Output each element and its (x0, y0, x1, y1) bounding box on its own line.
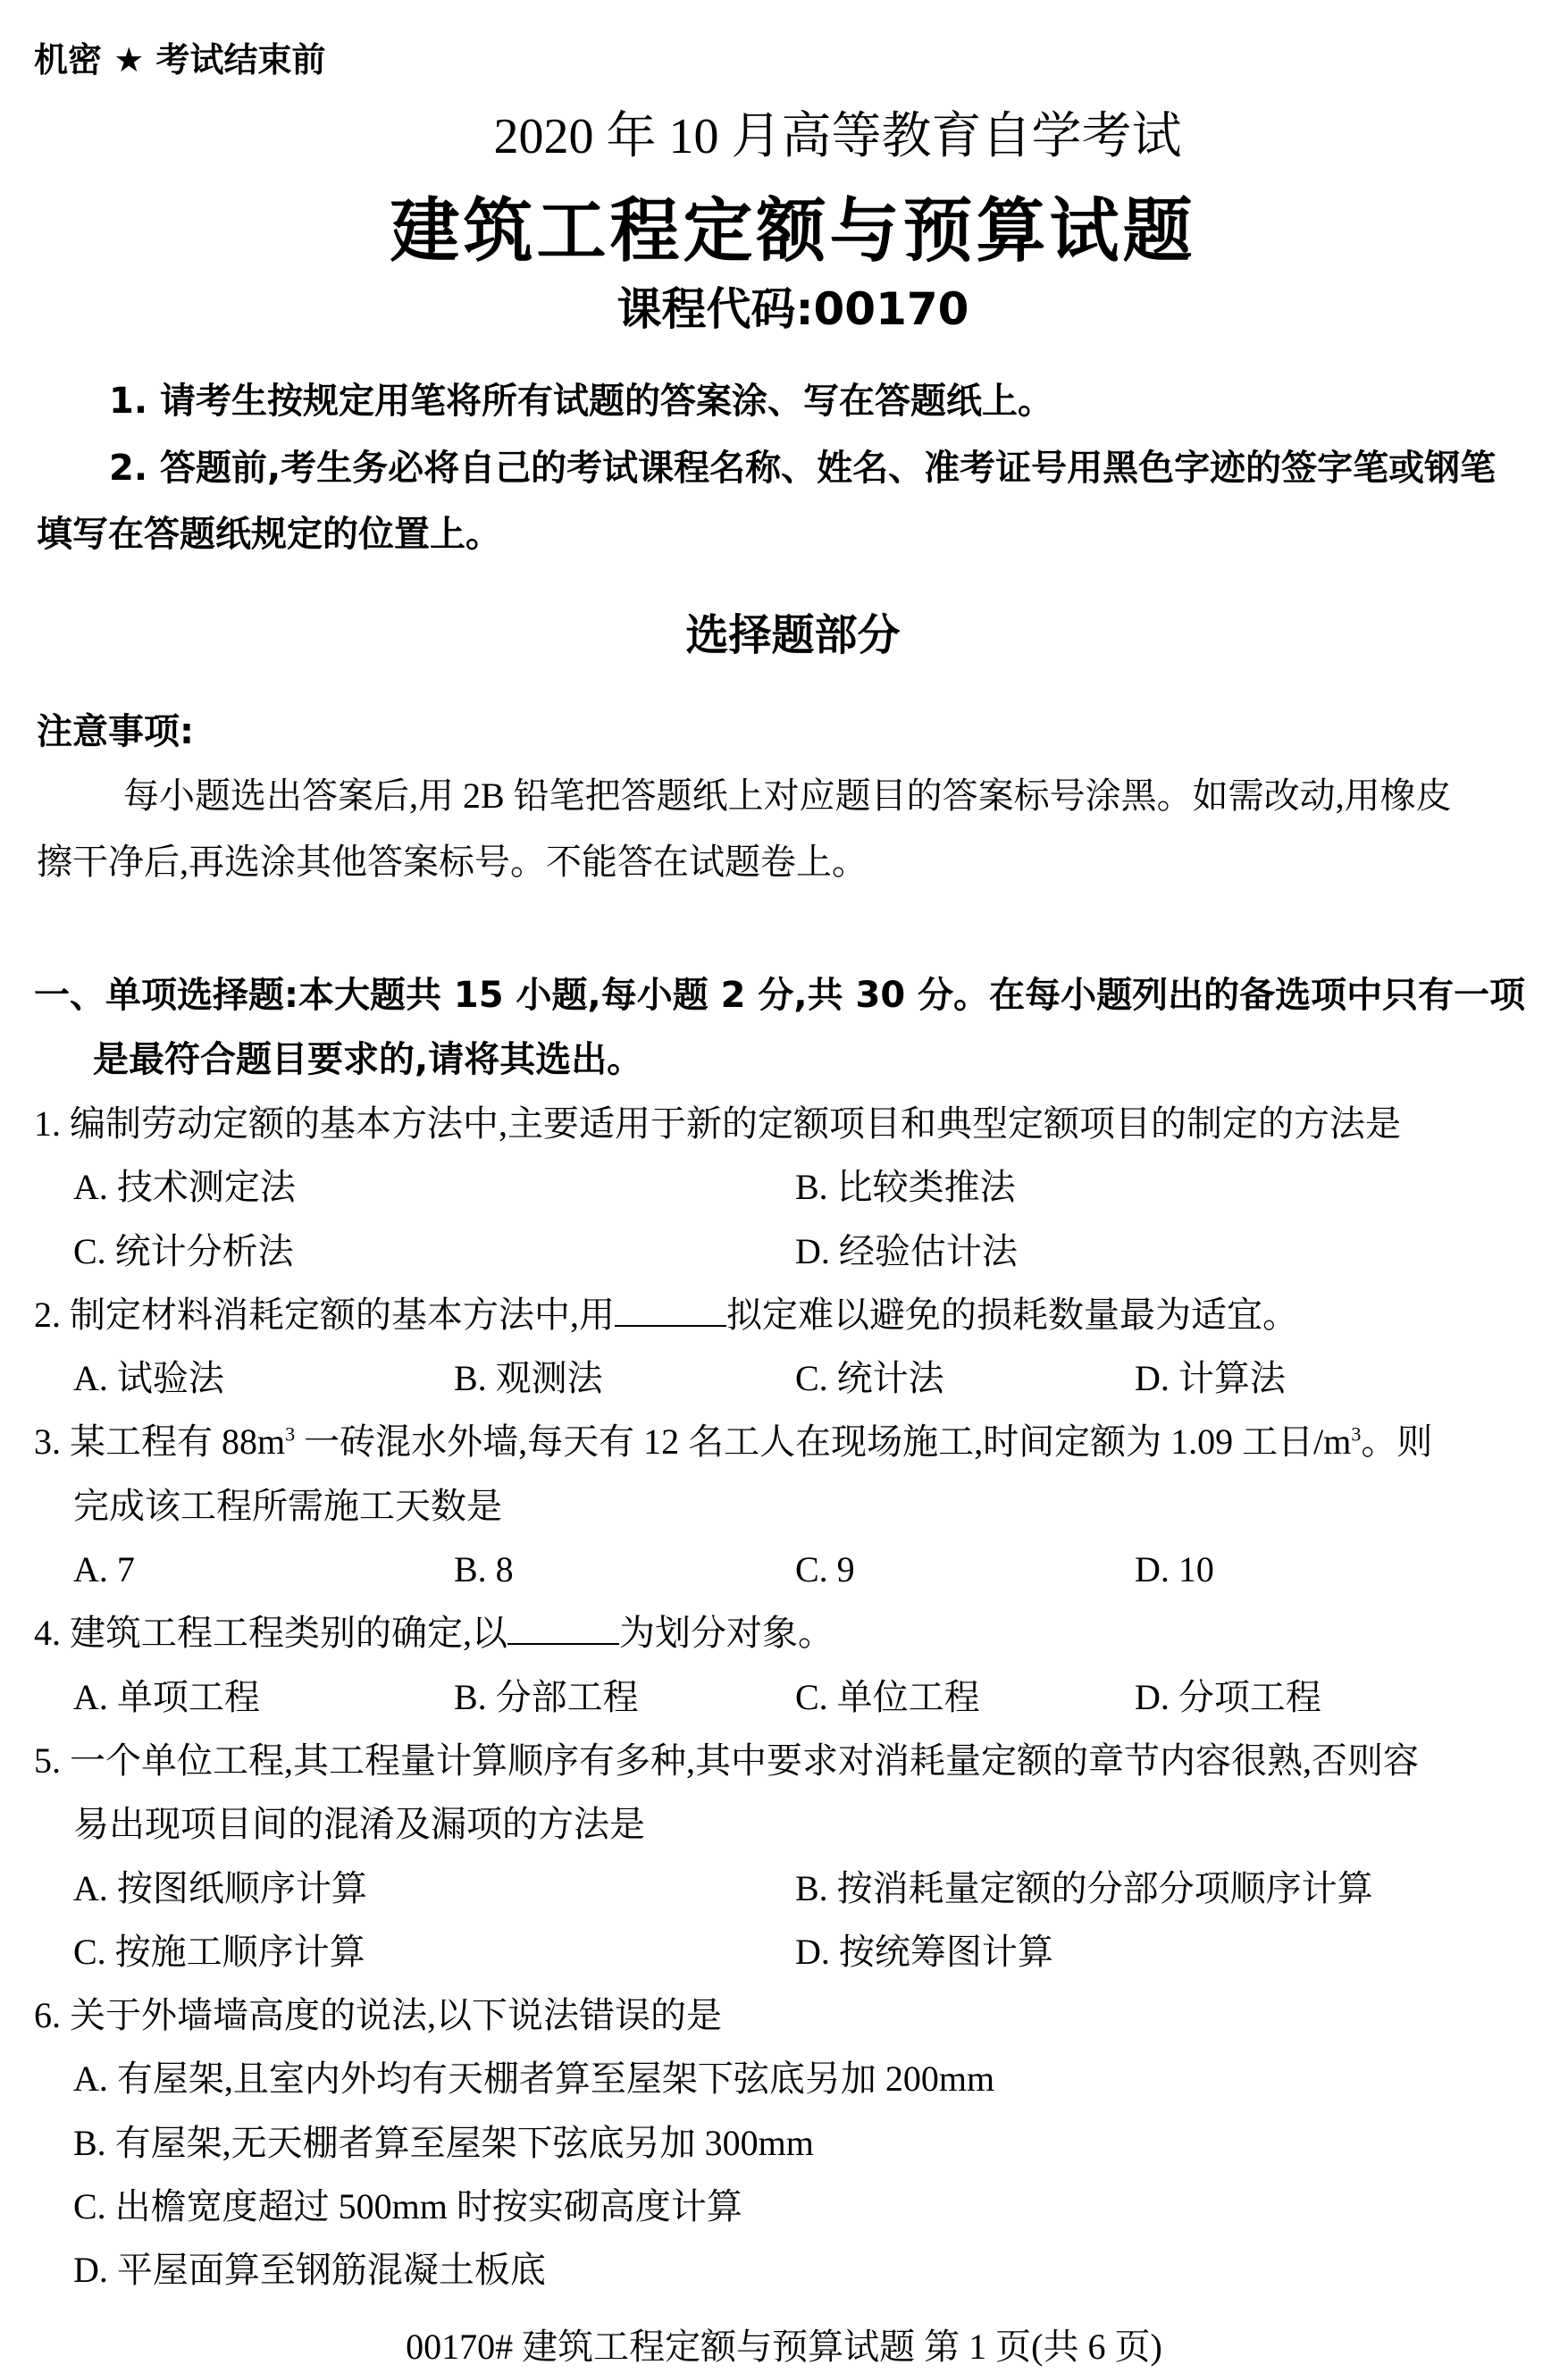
q5-option-a: A. 按图纸顺序计算 (73, 1867, 367, 1908)
q4-option-c: C. 单位工程 (795, 1676, 980, 1717)
question-list (34, 1092, 1553, 2302)
q3-stem-part: 3. 某工程有 88m (34, 1421, 286, 1463)
q5-option-d: D. 按统筹图计算 (795, 1931, 1053, 1972)
exam-title: 2020 年 10 月高等教育自学考试 (493, 109, 1182, 164)
q6-option-d: D. 平屋面算至钢筋混凝土板底 (73, 2250, 546, 2291)
notice-line-1: 每小题选出答案后,用 2B 铅笔把答题纸上对应题目的答案标号涂黑。如需改动,用橡皮 (123, 776, 1452, 816)
superscript: 3 (1351, 1423, 1362, 1446)
part-heading: 一、单项选择题:本大题共 15 小题,每小题 2 分,共 30 分。在每小题列出的备选项中只有一项 (34, 975, 1526, 1016)
question-4-stem (34, 1601, 1553, 1664)
question-6-stem (34, 1983, 1553, 2047)
q3-stem-part: 。则 (1361, 1421, 1433, 1463)
q1-option-c: C. 统计分析法 (73, 1230, 294, 1271)
q6-option-c: C. 出檐宽度超过 500mm 时按实砌高度计算 (73, 2186, 742, 2227)
question-2-stem (34, 1283, 1553, 1346)
section-title: 选择题部分 (685, 610, 901, 660)
q4-option-d: D. 分项工程 (1135, 1676, 1321, 1717)
question-3-stem-cont: 完成该工程所需施工天数是 (73, 1485, 502, 1526)
instruction-2-cont: 填写在答题纸规定的位置上。 (37, 514, 501, 555)
instruction-2: 2. 答题前,考生务必将自己的考试课程名称、姓名、准考证号用黑色字迹的签字笔或钢笔 (109, 448, 1497, 489)
page-footer: 00170# 建筑工程定额与预算试题 第 1 页(共 6 页) (406, 2327, 1162, 2367)
paper-title: 建筑工程定额与预算试题 (390, 191, 1196, 272)
q1-option-b: B. 比较类推法 (795, 1167, 1016, 1208)
answer-blank (615, 1293, 726, 1327)
q6-option-b: B. 有屋架,无天棚者算至屋架下弦底另加 300mm (73, 2122, 814, 2163)
q3-option-b: B. 8 (454, 1549, 514, 1590)
q4-stem-part: 4. 建筑工程工程类别的确定,以 (34, 1613, 507, 1654)
q6-stem-part: 6. 关于外墙墙高度的说法,以下说法 (34, 1995, 579, 2036)
question-3-stem (34, 1410, 1553, 1473)
superscript: 3 (285, 1423, 296, 1446)
instruction-1: 1. 请考生按规定用笔将所有试题的答案涂、写在答题纸上。 (109, 381, 1053, 422)
q2-stem-part: 拟定难以避免的损耗数量最为适宜。 (726, 1294, 1298, 1335)
answer-blank (507, 1611, 619, 1645)
q5-option-b: B. 按消耗量定额的分部分项顺序计算 (795, 1867, 1373, 1908)
emphasis-dot-char: 错 (579, 1995, 615, 2036)
q3-option-a: A. 7 (73, 1549, 135, 1590)
q4-option-b: B. 分部工程 (454, 1676, 639, 1717)
q6-option-a: A. 有屋架,且室内外均有天棚者算至屋架下弦底另加 200mm (73, 2059, 995, 2100)
q5-option-c: C. 按施工顺序计算 (73, 1931, 365, 1972)
q1-option-a: A. 技术测定法 (73, 1167, 296, 1208)
q2-option-c: C. 统计法 (795, 1358, 944, 1399)
q2-option-d: D. 计算法 (1135, 1358, 1286, 1399)
q3-option-c: C. 9 (795, 1549, 855, 1590)
confidential-mark: 机密 ★ 考试结束前 (34, 40, 326, 80)
question-1-stem: 1. 编制劳动定额的基本方法中,主要适用于新的定额项目和典型定额项目的制定的方法是 (34, 1103, 1401, 1144)
q1-option-d: D. 经验估计法 (795, 1230, 1018, 1271)
course-code: 课程代码:00170 (616, 283, 969, 335)
question-5-stem: 5. 一个单位工程,其工程量计算顺序有多种,其中要求对消耗量定额的章节内容很熟,否则容 (34, 1740, 1419, 1781)
q4-option-a: A. 单项工程 (73, 1676, 260, 1717)
notice-heading: 注意事项: (37, 711, 194, 752)
q3-stem-part: 一砖混水外墙,每天有 12 名工人在现场施工,时间定额为 1.09 工日/m (295, 1421, 1352, 1463)
question-5-stem-cont: 易出现项目间的混淆及漏项的方法是 (73, 1804, 645, 1845)
q4-stem-part: 为划分对象。 (619, 1613, 834, 1654)
notice-line-2: 擦干净后,再选涂其他答案标号。不能答在试题卷上。 (37, 842, 868, 882)
q2-stem-part: 2. 制定材料消耗定额的基本方法中,用 (34, 1294, 615, 1335)
q2-option-a: A. 试验法 (73, 1358, 224, 1399)
part-heading-cont: 是最符合题目要求的,请将其选出。 (93, 1039, 643, 1080)
q3-option-d: D. 10 (1135, 1549, 1214, 1590)
emphasis-dot-char: 误 (615, 1995, 650, 2036)
q2-option-b: B. 观测法 (454, 1358, 603, 1399)
q6-stem-part: 的是 (650, 1995, 722, 2036)
